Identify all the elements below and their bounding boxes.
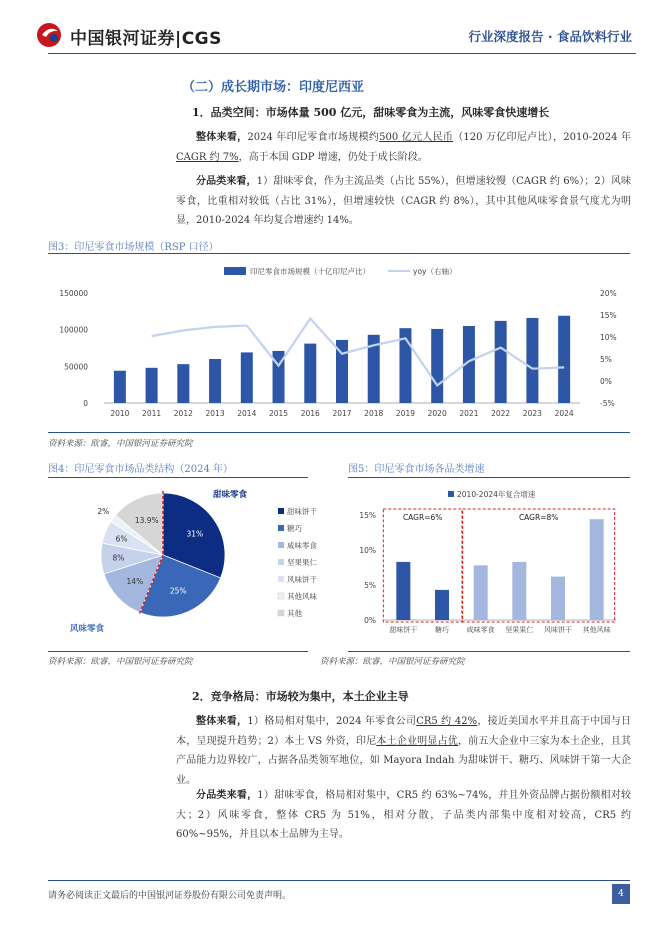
bar-cagr [396, 562, 410, 620]
y-tick-label: 5% [364, 581, 376, 590]
pie-value-label: 6% [115, 534, 128, 544]
y-right-tick-label: 5% [600, 355, 612, 364]
paragraph-category: 分品类来看，1）甜味零食，作为主流品类（占比 55%），但增速较慢（CAGR 约 6%）；2）风味零食，比重相对较低（占比 31%），但增速较快（CAGR 约 8%），其中其他风味零食景气度尤为明显，2010-2024 年均复合增速约 14%。 [176, 176, 631, 226]
x-tick-label: 风味饼干 [544, 626, 572, 634]
x-tick-label: 2019 [395, 409, 416, 418]
x-tick-label: 其他风味 [582, 626, 611, 634]
bar-cagr [435, 590, 449, 620]
x-tick-label: 2012 [173, 409, 193, 418]
x-tick-label: 2013 [205, 409, 225, 418]
bar-market-size [177, 364, 189, 403]
x-tick-label: 2014 [237, 409, 257, 418]
x-tick-label: 2011 [142, 409, 162, 418]
x-tick-label: 2017 [332, 409, 352, 418]
report-type: 行业深度报告 · 食品饮料行业 [468, 29, 632, 44]
footer-rule [48, 880, 630, 881]
y-right-tick-label: 10% [600, 333, 617, 342]
savory-cagr-label: CAGR=8% [518, 513, 559, 522]
fig5-source: 资料来源：欧睿，中国银河证券研究院 [320, 657, 465, 667]
legend-label-bar: 印尼零食市场规模（十亿印尼卢比） [250, 267, 370, 276]
footer-disclaimer: 请务必阅读正文最后的中国银河证券股份有限公司免责声明。 [48, 891, 292, 901]
legend-label: 咸味零食 [287, 541, 317, 550]
fig4-bottom-rule [48, 651, 308, 652]
subsection-title-2: 2．竞争格局：市场较为集中，本土企业主导 [192, 690, 409, 703]
legend-swatch [278, 525, 284, 531]
x-tick-label: 2023 [522, 409, 542, 418]
x-tick-label: 坚果果仁 [505, 626, 534, 634]
bar-market-size [209, 359, 221, 403]
legend-swatch [278, 559, 284, 565]
legend-swatch [278, 576, 284, 582]
paragraph-market-size: 整体来看，2024 年印尼零食市场规模约500 亿元人民币（120 万亿印尼卢比），2010-2024 年CAGR 约 7%，高于本国 GDP 增速，仍处于成长阶段。 [176, 132, 631, 163]
pie-value-label: 13.9% [134, 516, 159, 526]
y-left-tick-label: 50000 [64, 362, 88, 372]
bar-market-size [146, 368, 158, 403]
fig3-bottom-rule [48, 432, 630, 433]
subsection-title-1: 1．品类空间：市场体量 500 亿元，甜味零食为主流，风味零食快速增长 [192, 106, 550, 119]
legend-label: 2010-2024年复合增速 [457, 490, 536, 499]
fig3-source: 资料来源：欧睿，中国银河证券研究院 [48, 439, 193, 449]
y-tick-label: 0% [364, 616, 376, 625]
legend-label: 其他 [287, 609, 302, 618]
legend-swatch-bar [224, 267, 246, 275]
page-number: 4 [612, 884, 630, 904]
bar-market-size [526, 318, 538, 403]
sweet-group-box [383, 509, 462, 622]
brand-name: 中国银河证券|CGS [70, 29, 222, 49]
bar-cagr [474, 565, 488, 620]
bar-market-size [114, 371, 126, 403]
x-tick-label: 糖巧 [435, 626, 449, 634]
bar-cagr [551, 577, 565, 620]
x-tick-label: 2021 [459, 409, 479, 418]
fig5-bottom-rule [348, 651, 630, 652]
pie-group-label-sweet: 甜味零食 [213, 490, 248, 500]
bar-market-size [495, 321, 507, 403]
y-left-tick-label: 0 [83, 399, 88, 408]
legend-label: 糖巧 [287, 524, 302, 533]
fig5-top-rule [348, 477, 630, 478]
fig5-chart [348, 480, 630, 648]
bar-cagr [512, 562, 526, 620]
legend-label: 其他风味 [287, 592, 317, 601]
y-tick-label: 10% [359, 546, 376, 555]
section-title: （二）成长期市场：印度尼西亚 [182, 80, 365, 95]
fig3-chart [48, 258, 630, 428]
y-left-tick-label: 100000 [59, 325, 88, 335]
pie-group-label-savory: 风味零食 [70, 624, 105, 634]
x-tick-label: 甜味饼干 [389, 626, 418, 634]
legend-swatch [278, 508, 284, 514]
x-tick-label: 2022 [491, 409, 511, 418]
legend-swatch [448, 491, 454, 497]
legend-label: 甜味饼干 [287, 507, 317, 516]
pie-value-label: 2% [97, 507, 110, 517]
x-tick-label: 2020 [427, 409, 447, 418]
bar-cagr [590, 519, 604, 620]
x-tick-label: 咸味零食 [466, 626, 495, 634]
fig5-caption: 图5：印尼零食市场各品类增速 [348, 464, 485, 475]
bar-market-size [558, 316, 570, 403]
legend-swatch [278, 610, 284, 616]
bar-market-size [304, 344, 316, 403]
x-tick-label: 2015 [268, 409, 289, 418]
y-right-tick-label: 20% [600, 289, 617, 298]
x-tick-label: 2018 [364, 409, 384, 418]
paragraph-competition: 整体来看，1）格局相对集中，2024 年零食公司CR5 约 42%，接近美国水平并且高于中国与日本，呈现提升趋势；2）本土 VS 外资，印尼本土企业明显占优，前五大企业中三家为本土企业，且其产品能力边界较广，占据各品类领军地位，如 Mayora Indah 为甜味饼干、糖巧、风味饼干第一大企业。 [176, 716, 632, 786]
pie-value-label: 25% [169, 586, 187, 596]
pie-value-label: 14% [126, 577, 144, 587]
pie-value-label: 8% [112, 553, 125, 563]
legend-label-line: yoy（右轴） [413, 267, 457, 276]
y-right-tick-label: 15% [600, 311, 617, 320]
y-right-tick-label: -5% [600, 399, 615, 408]
y-right-tick-label: 0% [600, 377, 612, 386]
fig4-top-rule [48, 477, 308, 478]
y-tick-label: 15% [359, 511, 376, 520]
bar-market-size [431, 329, 443, 403]
y-left-tick-label: 150000 [59, 289, 88, 298]
fig4-chart [48, 480, 317, 648]
header-divider [48, 53, 636, 54]
legend-swatch [278, 593, 284, 599]
paragraph-competition-category: 分品类来看，1）甜味零食，格局相对集中，CR5 约 63%~74%，并且外资品牌占据份额相对较大；2）风味零食，整体 CR5 为 51%，相对分散，子品类内部集中度相对较高，CR5 约 60%~95%，并且以本土品牌为主导。 [176, 790, 631, 840]
x-tick-label: 2016 [300, 409, 320, 418]
fig3-caption: 图3：印尼零食市场规模（RSP 口径） [48, 242, 219, 253]
x-tick-label: 2024 [554, 409, 574, 418]
legend-label: 坚果果仁 [287, 558, 317, 567]
fig4-source: 资料来源：欧睿，中国银河证券研究院 [48, 657, 193, 667]
brand-logo-icon [36, 22, 66, 48]
legend-label: 风味饼干 [287, 575, 317, 584]
x-tick-label: 2010 [110, 409, 130, 418]
legend-swatch [278, 542, 284, 548]
fig3-top-rule [48, 253, 630, 254]
sweet-cagr-label: CAGR=6% [402, 513, 443, 522]
pie-value-label: 31% [186, 529, 204, 539]
fig4-caption: 图4：印尼零食市场品类结构（2024 年） [48, 464, 233, 475]
bar-market-size [241, 352, 253, 403]
